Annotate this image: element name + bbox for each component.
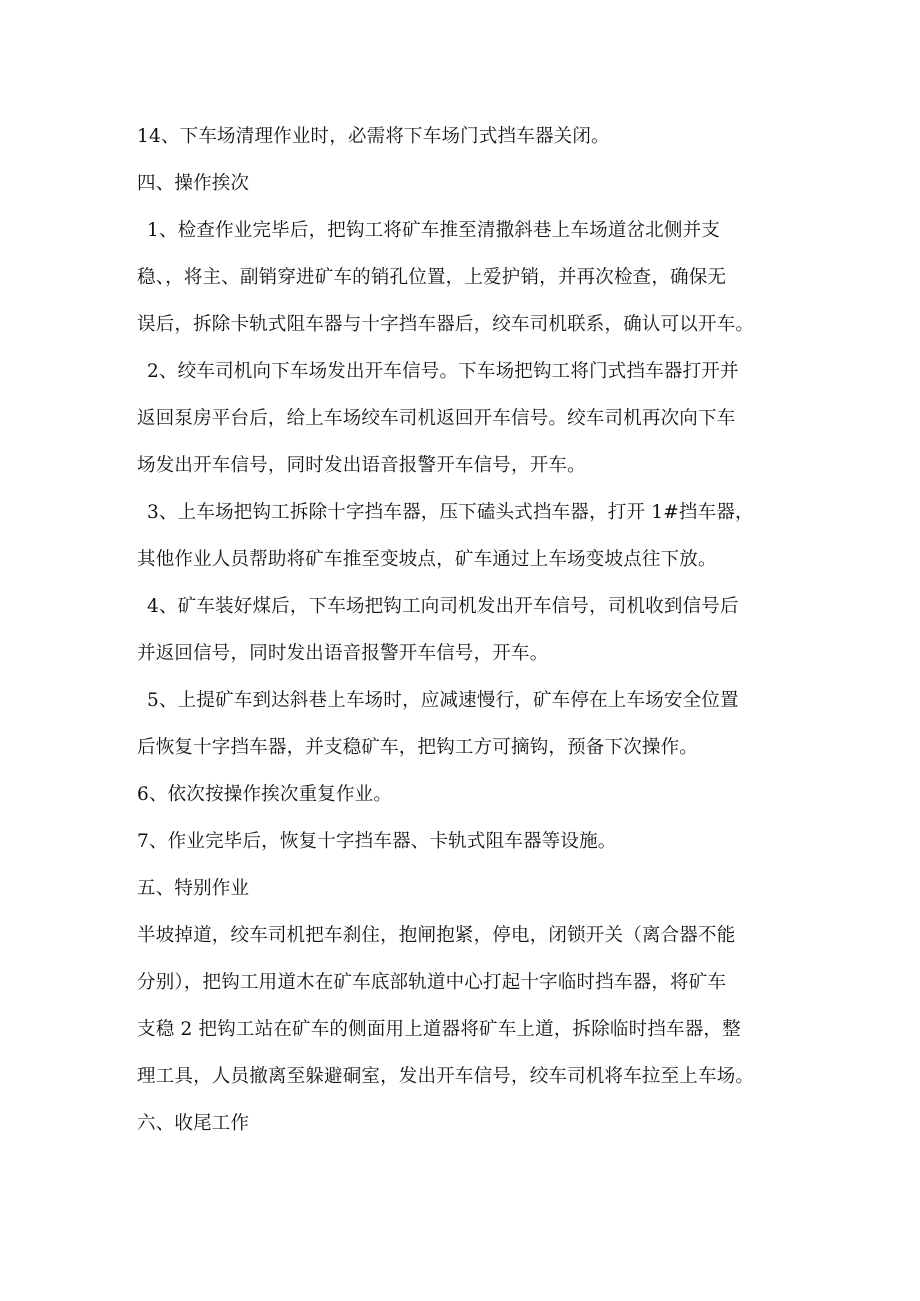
section-heading: 五、特别作业 bbox=[137, 878, 250, 899]
text-line: 5、上提矿车到达斜巷上车场时，应减速慢行，矿车停在上车场安全位置 bbox=[147, 690, 739, 711]
text-line: 误后，拆除卡轨式阻车器与十字挡车器后，绞车司机联系，确认可以开车。 bbox=[137, 314, 755, 335]
text-line: 分别），把钩工用道木在矿车底部轨道中心打起十字临时挡车器，将矿车 bbox=[137, 972, 727, 993]
text-line: 2、绞车司机向下车场发出开车信号。下车场把钩工将门式挡车器打开并 bbox=[147, 361, 739, 382]
text-line: 14、下车场清理作业时，必需将下车场门式挡车器关闭。 bbox=[137, 126, 610, 147]
text-line: 半坡掉道，绞车司机把车刹住，抱闸抱紧，停电，闭锁开关（离合器不能 bbox=[137, 925, 736, 946]
text-line: 并返回信号，同时发出语音报警开车信号，开车。 bbox=[137, 643, 549, 664]
text-line: 3、上车场把钩工拆除十字挡车器，压下磕头式挡车器，打开 1#挡车器， bbox=[147, 502, 754, 523]
document-body bbox=[137, 113, 787, 1147]
text-line: 6、依次按操作挨次重复作业。 bbox=[137, 784, 393, 805]
text-line: 场发出开车信号，同时发出语音报警开车信号，开车。 bbox=[137, 455, 586, 476]
text-line: 7、作业完毕后，恢复十字挡车器、卡轨式阻车器等设施。 bbox=[137, 831, 617, 852]
text-line: 返回泵房平台后，给上车场绞车司机返回开车信号。绞车司机再次向下车 bbox=[137, 408, 736, 429]
text-line: 支稳 2 把钩工站在矿车的侧面用上道器将矿车上道，拆除临时挡车器，整 bbox=[137, 1019, 741, 1040]
text-line: 理工具，人员撤离至躲避硐室，发出开车信号，绞车司机将车拉至上车场。 bbox=[137, 1066, 755, 1087]
text-line: 4、矿车装好煤后，下车场把钩工向司机发出开车信号，司机收到信号后 bbox=[147, 596, 739, 617]
section-heading: 四、操作挨次 bbox=[137, 173, 250, 194]
text-line: 稳、，将主、副销穿进矿车的销孔位置，上爱护销，并再次检查，确保无 bbox=[137, 267, 727, 288]
text-line: 后恢复十字挡车器，并支稳矿车，把钩工方可摘钩，预备下次操作。 bbox=[137, 737, 699, 758]
text-line: 1、检查作业完毕后，把钩工将矿车推至清撒斜巷上车场道岔北侧并支 bbox=[147, 220, 720, 241]
text-line: 其他作业人员帮助将矿车推至变坡点，矿车通过上车场变坡点往下放。 bbox=[137, 549, 717, 570]
section-heading: 六、收尾工作 bbox=[137, 1113, 250, 1134]
